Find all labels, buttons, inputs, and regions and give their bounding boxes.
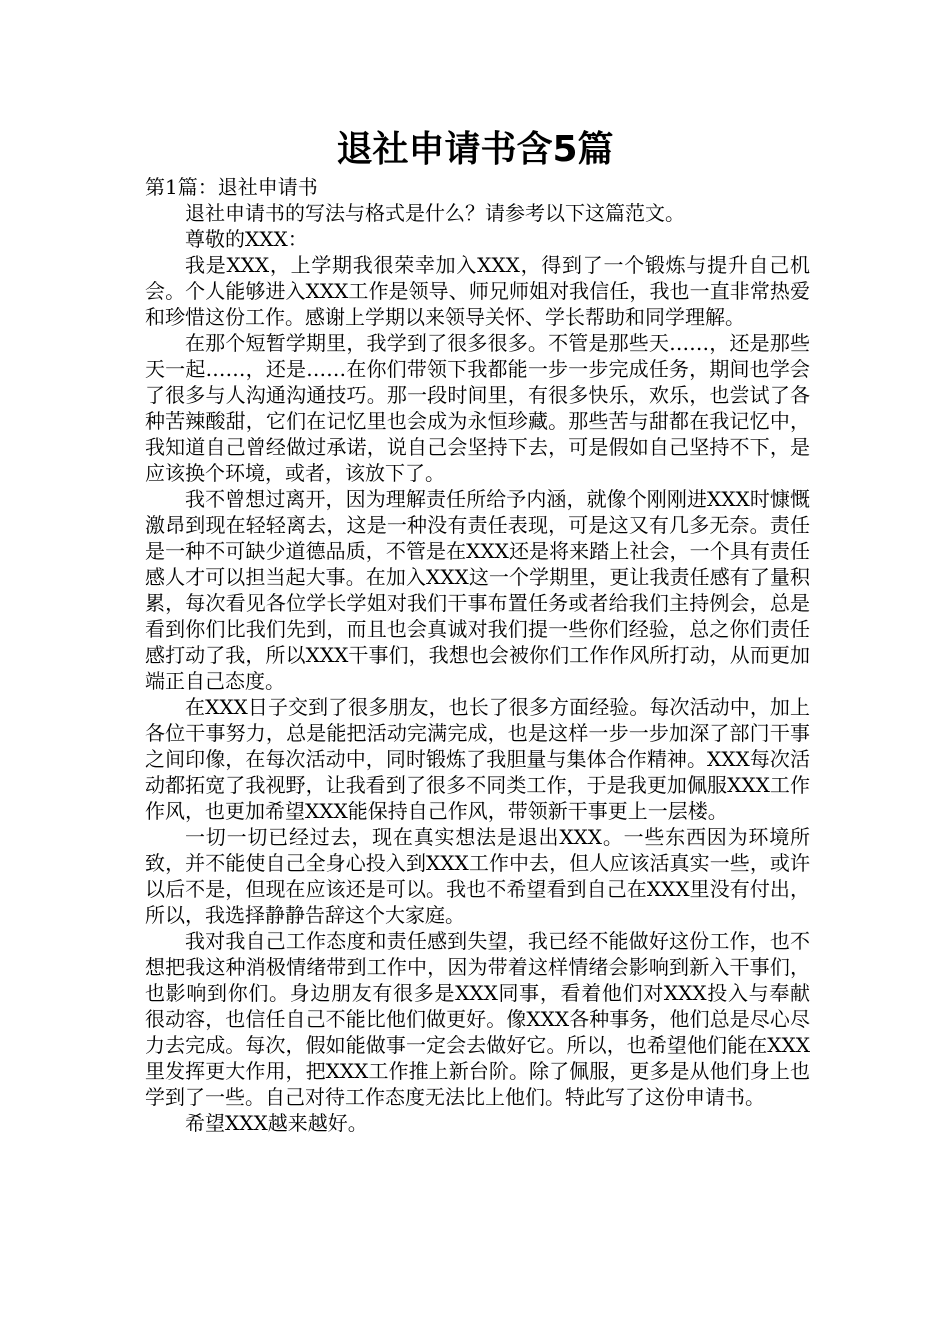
- body-paragraph-5: 一切一切已经过去，现在真实想法是退出XXX。一些东西因为环境所致，并不能使自己全身心投入到XXX工作中去，但人应该活真实一些，或许以后不是，但现在应该还是可以。我也不希望看到自己在XXX里没有付出，所以，我选择静静告辞这个大家庭。: [145, 825, 810, 927]
- intro-paragraph: 退社申请书的写法与格式是什么？请参考以下这篇范文。: [185, 201, 685, 225]
- closing-line: 希望XXX越来越好。: [185, 1111, 368, 1135]
- body-paragraph-2: 在那个短暂学期里，我学到了很多很多。不管是那些天……，还是那些天一起……，还是……在你们带领下我都能一步一步完成任务，期间也学会了很多与人沟通沟通技巧。那一段时间里，有很多快乐，欢乐，也尝试了各种苦辣酸甜，它们在记忆里也会成为永恒珍藏。那些苦与甜都在我记忆中，我知道自己曾经做过承诺，说自己会坚持下去，可是假如自己坚持不下，是应该换个环境，或者，该放下了。: [145, 331, 810, 485]
- salutation: 尊敬的XXX：: [185, 227, 308, 251]
- body-paragraph-3: 我不曾想过离开，因为理解责任所给予内涵，就像个刚刚进XXX时慷慨激昂到现在轻轻离去，这是一种没有责任表现，可是这又有几多无奈。责任是一种不可缺少道德品质，不管是在XXX还是将来踏上社会，一个具有责任感人才可以担当起大事。在加入XXX这一个学期里，更让我责任感有了量积累，每次看见各位学长学姐对我们干事布置任务或者给我们主持例会，总是看到你们比我们先到，而且也会真诚对我们提一些你们经验，总之你们责任感打动了我，所以XXX干事们，我想也会被你们工作作风所打动，从而更加端正自己态度。: [145, 487, 810, 693]
- document-body: [145, 174, 810, 1136]
- body-paragraph-4: 在XXX日子交到了很多朋友，也长了很多方面经验。每次活动中，加上各位干事努力，总是能把活动完满完成，也是这样一步一步加深了部门干事之间印像，在每次活动中，同时锻炼了我胆量与集体合作精神。XXX每次活动都拓宽了我视野，让我看到了很多不同类工作，于是我更加佩服XXX工作作风，也更加希望XXX能保持自己作风，带领新干事更上一层楼。: [145, 695, 810, 823]
- body-paragraph-1: 我是XXX，上学期我很荣幸加入XXX，得到了一个锻炼与提升自己机会。个人能够进入XXX工作是领导、师兄师姐对我信任，我也一直非常热爱和珍惜这份工作。感谢上学期以来领导关怀、学长帮助和同学理解。: [145, 253, 810, 329]
- body-paragraph-6: 我对我自己工作态度和责任感到失望，我已经不能做好这份工作，也不想把我这种消极情绪带到工作中，因为带着这样情绪会影响到新入干事们，也影响到你们。身边朋友有很多是XXX同事，看着他们对XXX投入与奉献很动容，也信任自己不能比他们做更好。像XXX各种事务，他们总是尽心尽力去完成。每次，假如能做事一定会去做好它。所以，也希望他们能在XXX里发挥更大作用，把XXX工作推上新台阶。除了佩服，更多是从他们身上也学到了一些。自己对待工作态度无法比上他们。特此写了这份申请书。: [145, 929, 810, 1109]
- section-heading: 第1篇：退社申请书: [145, 175, 318, 199]
- document-title: 退社申请书含5篇: [336, 129, 614, 170]
